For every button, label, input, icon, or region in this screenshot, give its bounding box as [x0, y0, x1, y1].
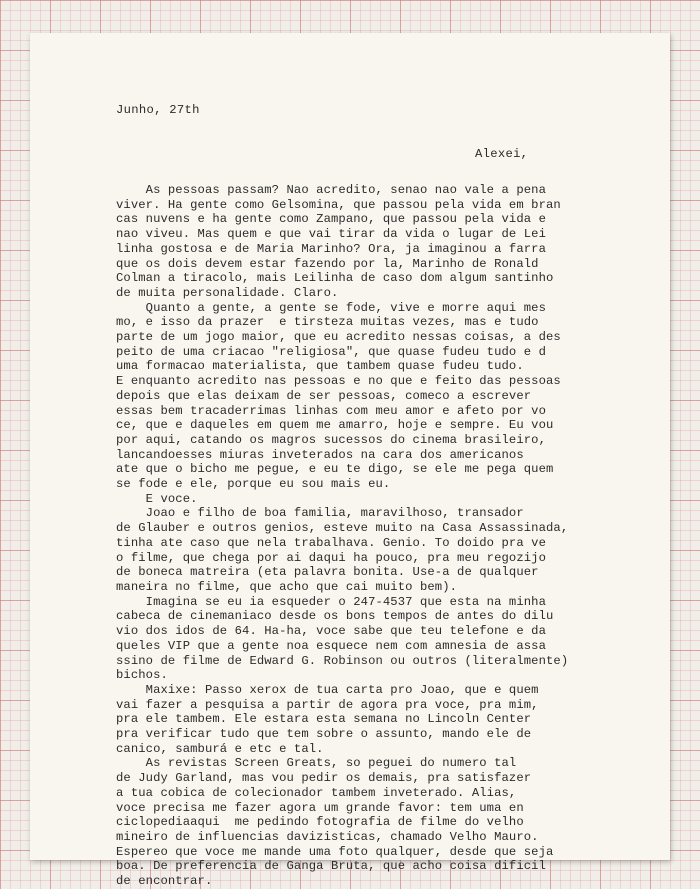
letter-line: cas nuvens e ha gente como Zampano, que passou pela vida e	[116, 212, 546, 227]
letter-line: a tua cobica de colecionador tambem inveterado. Alias,	[116, 785, 517, 800]
letter-date: Junho, 27th	[116, 103, 200, 117]
letter-body	[116, 183, 636, 889]
letter-line: queles VIP que a gente noa esquece nem com amnesia de assa	[116, 638, 546, 653]
letter-line: lancandoesses miuras inveterados na cara dos americanos	[116, 447, 524, 462]
letter-line: depois que elas deixam de ser pessoas, comeco a escrever	[116, 388, 532, 403]
letter-line: maneira no filme, que acho que cai muito bem).	[116, 579, 458, 594]
letter-line: por aqui, catando os magros sucessos do cinema brasileiro,	[116, 432, 546, 447]
letter-line: tinha ate caso que nela trabalhava. Genio. To doido pra ve	[116, 535, 546, 550]
letter-line: boa. De preferencia de Ganga Bruta, que acho coisa dificil	[116, 859, 546, 874]
letter-line: E voce.	[116, 491, 198, 506]
letter-line: As revistas Screen Greats, so peguei do numero tal	[116, 756, 517, 771]
letter-line: que os dois devem estar fazendo por la, Marinho de Ronald	[116, 256, 539, 271]
letter-line: mo, e isso da prazer e tirsteza muitas vezes, mas e tudo	[116, 315, 539, 330]
letter-line: nao viveu. Mas quem e que vai tirar da vida o lugar de Lei	[116, 227, 546, 242]
letter-line: vio dos idos de 64. Ha-ha, voce sabe que teu telefone e da	[116, 624, 546, 639]
letter-line: vai fazer a pesquisa a partir de agora pra voce, pra mim,	[116, 697, 539, 712]
letter-line: de encontrar.	[116, 874, 213, 889]
letter-line: Joao e filho de boa familia, maravilhoso, transador	[116, 506, 524, 521]
letter-line: Maxixe: Passo xerox de tua carta pro Joao, que e quem	[116, 682, 539, 697]
letter-line: uma formacao materialista, que tambem quase fudeu tudo.	[116, 359, 524, 374]
letter-line: linha gostosa e de Maria Marinho? Ora, ja imaginou a farra	[116, 241, 546, 256]
letter-line: de boneca matreira (eta palavra bonita. Use-a de qualquer	[116, 565, 539, 580]
letter-line: de muita personalidade. Claro.	[116, 285, 339, 300]
letter-line: ssino de filme de Edward G. Robinson ou outros (literalmente)	[116, 653, 569, 668]
letter-line: bichos.	[116, 668, 168, 683]
letter-line: pra ele tambem. Ele estara esta semana no Lincoln Center	[116, 712, 532, 727]
letter-line: voce precisa me fazer agora um grande favor: tem uma en	[116, 800, 524, 815]
letter-page	[30, 33, 670, 889]
letter-line: pra verificar tudo que tem sobre o assunto, mando ele de	[116, 727, 532, 742]
letter-line: mineiro de influencias davizisticas, chamado Velho Mauro.	[116, 829, 539, 844]
letter-line: Imagina se eu ia esqueder o 247-4537 que esta na minha	[116, 594, 546, 609]
letter-line: parte de um jogo maior, que eu acredito nessas coisas, a des	[116, 330, 561, 345]
letter-line: ce, que e daqueles em quem me amarro, hoje e sempre. Eu vou	[116, 418, 554, 433]
letter-line: de Glauber e outros genios, esteve muito na Casa Assassinada,	[116, 521, 569, 536]
letter-line: Espereo que voce me mande uma foto qualquer, desde que seja	[116, 844, 554, 859]
letter-line: essas bem tracaderrimas linhas com meu amor e afeto por vo	[116, 403, 546, 418]
letter-line: peito de uma criacao "religiosa", que quase fudeu tudo e d	[116, 344, 546, 359]
letter-line: cabeca de cinemaniaco desde os bons tempos de antes do dilu	[116, 609, 554, 624]
letter-line: o filme, que chega por ai daqui ha pouco, pra meu regozijo	[116, 550, 546, 565]
letter-salutation: Alexei,	[475, 147, 529, 161]
letter-line: canico, samburá e etc e tal.	[116, 741, 324, 756]
letter-line: ciclopediaaqui me pedindo fotografia de filme do velho	[116, 815, 524, 830]
letter-line: viver. Ha gente como Gelsomina, que passou pela vida em bran	[116, 197, 561, 212]
letter-line: se fode e ele, porque eu sou mais eu.	[116, 477, 391, 492]
letter-line: E enquanto acredito nas pessoas e no que e feito das pessoas	[116, 374, 561, 389]
letter-line: As pessoas passam? Nao acredito, senao nao vale a pena	[116, 183, 546, 197]
letter-line: Colman a tiracolo, mais Leilinha de caso dom algum santinho	[116, 271, 554, 286]
letter-line: ate que o bicho me pegue, e eu te digo, se ele me pega quem	[116, 462, 554, 477]
letter-line: de Judy Garland, mas vou pedir os demais, pra satisfazer	[116, 771, 532, 786]
letter-line: Quanto a gente, a gente se fode, vive e morre aqui mes	[116, 300, 546, 315]
